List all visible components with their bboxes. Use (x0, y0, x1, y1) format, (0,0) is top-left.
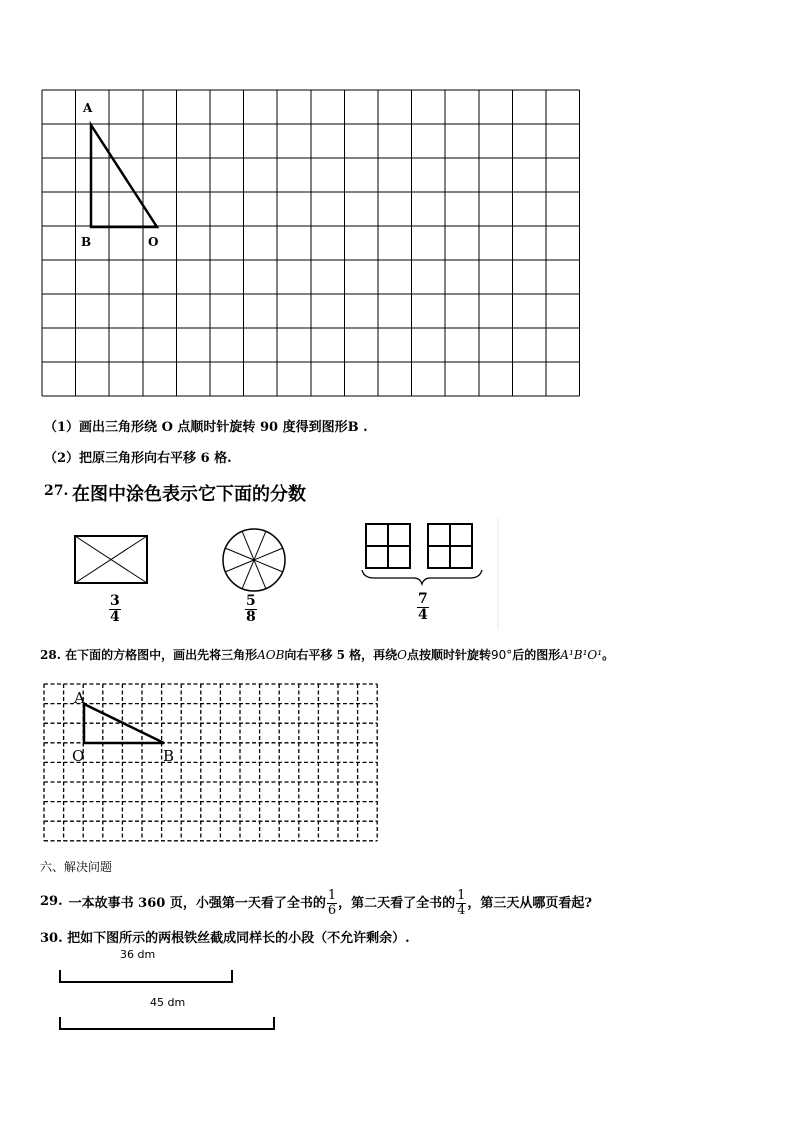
q27-fraction-1 (109, 594, 121, 625)
q26-triangle (91, 125, 157, 227)
q29-frac2-den: 4 (457, 903, 466, 918)
q30-wire-1-label: 36 dm (120, 948, 156, 961)
q29-frac1-num: 1 (327, 888, 337, 903)
q28-text-a: 在下面的方格图中，画出先将三角形 (65, 648, 258, 662)
q27-brace (362, 570, 482, 584)
q29-question (40, 887, 592, 916)
q28-var-o: O (397, 648, 407, 662)
q28-result-figure: A¹B¹O¹ (560, 648, 603, 662)
q30-wire-2-label: 45 dm (150, 996, 186, 1009)
q26-grid-figure (40, 88, 580, 398)
q29-text-a: 一本故事书 360 页，小强第一天看了全书的 (68, 896, 326, 911)
q29-fraction-1 (327, 889, 337, 918)
q28-text-end: 。 (602, 648, 615, 662)
q27-circle-shape (223, 529, 285, 591)
q29-text-b: ，第二天看了全书的 (338, 896, 456, 911)
q27-fraction-3-den: 4 (418, 607, 428, 623)
q28-text-c: 点按顺时针旋转 (406, 648, 491, 662)
q26-label-a: A (83, 101, 93, 115)
q26-label-o: O (148, 235, 159, 249)
q28-grid-figure (40, 680, 385, 845)
q27-title: 在图中涂色表示它下面的分数 (72, 484, 306, 505)
q28-label-o: O (72, 747, 85, 765)
q26-item-1: （1）画出三角形绕 O 点顺时针旋转 90 度得到图形B . (44, 420, 368, 435)
q28-var-aob: AOB (257, 648, 285, 662)
q27-fraction-2-num: 5 (246, 593, 256, 609)
q28-label-b: B (163, 747, 175, 765)
q30-wire-1 (58, 968, 236, 986)
q27-square-1-shape (366, 524, 410, 568)
q28-text-d: 后的图形 (512, 648, 561, 662)
q28-text-b: 向右平移 5 格，再绕 (284, 648, 398, 662)
q30-question (40, 927, 410, 946)
q27-number: 27. (44, 483, 69, 499)
q27-fraction-1-num: 3 (110, 593, 120, 609)
q29-frac1-den: 6 (327, 903, 337, 918)
section-6-heading: 六、解决问题 (40, 860, 113, 874)
q27-fraction-2 (245, 594, 257, 625)
q27-square-2-shape (428, 524, 472, 568)
q29-number: 29. (40, 894, 63, 909)
q30-number: 30. (40, 931, 63, 946)
q30-wire-2 (58, 1015, 278, 1033)
q27-rectangle-shape (75, 536, 147, 583)
q26-label-b: B (81, 235, 92, 249)
q28-number: 28. (40, 648, 61, 662)
q30-text: 把如下图所示的两根铁丝截成同样长的小段（不允许剩余）. (67, 931, 410, 946)
q28-question (40, 646, 614, 663)
q28-label-a: A (74, 689, 85, 707)
q29-fraction-2 (456, 889, 466, 918)
q27-fraction-2-den: 8 (246, 609, 256, 625)
q29-text-c: ，第三天从哪页看起? (467, 896, 593, 911)
q27-fraction-3 (417, 592, 429, 623)
q28-angle: 90° (491, 648, 513, 662)
q29-frac2-num: 1 (457, 888, 466, 903)
q27-fraction-1-den: 4 (110, 609, 120, 625)
q26-item-2: （2）把原三角形向右平移 6 格. (44, 451, 232, 466)
q27-fraction-3-num: 7 (418, 591, 428, 607)
